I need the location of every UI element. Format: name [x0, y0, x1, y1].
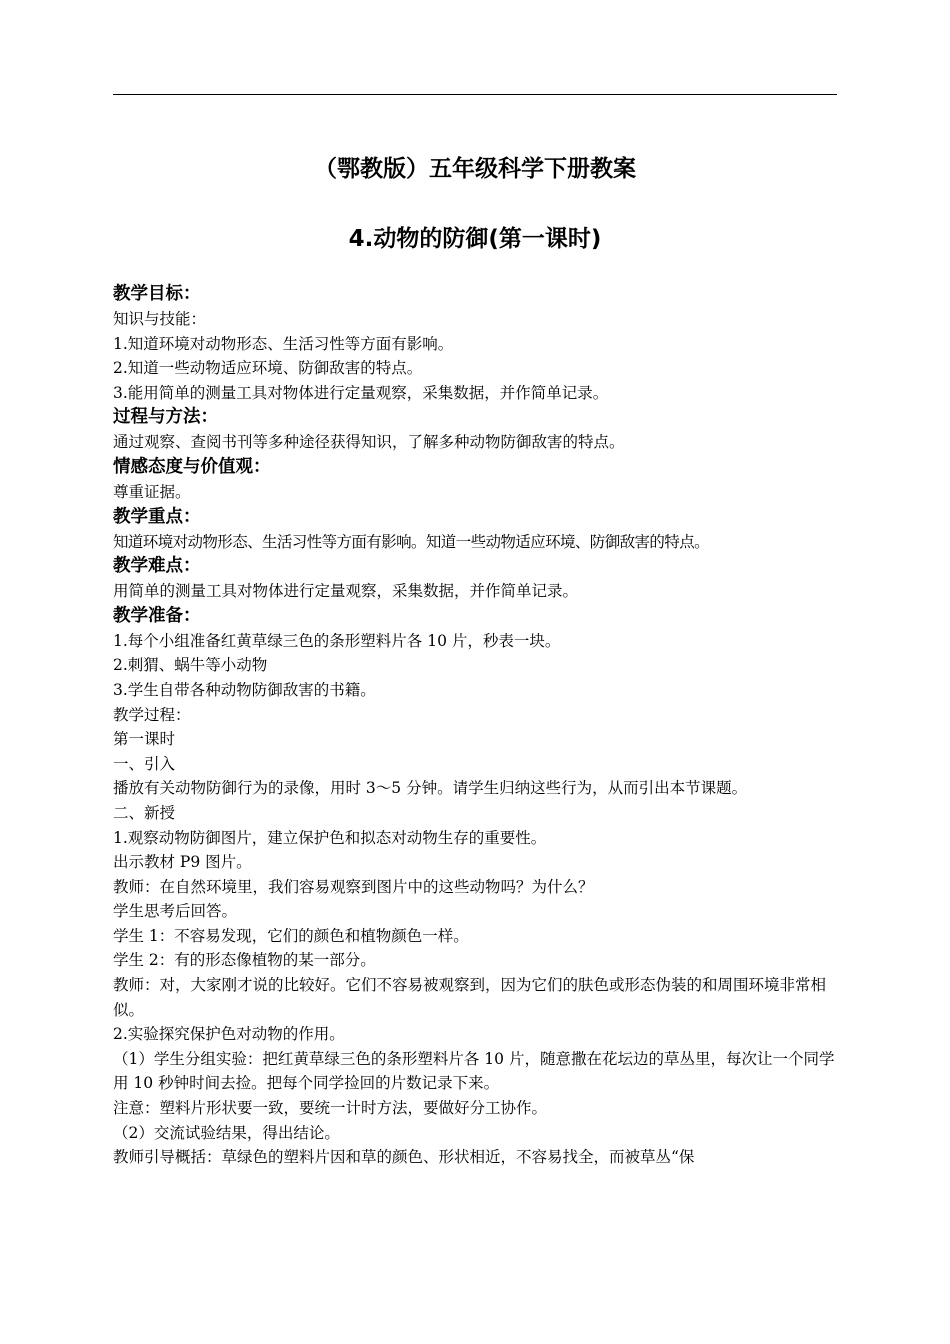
lesson-label: 第一课时 — [113, 730, 176, 749]
teacher-reply: 教师：对，大家刚才说的比较好。它们不容易被观察到，因为它们的肤色或形态伪装的和周围环境非常相似。 — [113, 976, 827, 1019]
knowledge-label: 知识与技能： — [113, 310, 207, 328]
difficulty-text: 用简单的测量工具对物体进行定量观察，采集数据，并作简单记录。 — [113, 582, 579, 601]
focus-text: 知道环境对动物形态、生活习性等方面有影响。知道一些动物适应环境、防御敌害的特点。 — [113, 532, 710, 551]
experiment-label: 2.实验探究保护色对动物的作用。 — [113, 1025, 345, 1044]
prep-heading: 教学准备： — [113, 605, 201, 626]
experiment-step-1: （1）学生分组实验：把红黄草绿三色的条形塑料片各 10 片，随意撒在花坛边的草丛里，每次让一个同学用 10 秒钟时间去捡。把每个同学捡回的片数记录下来。 — [113, 1049, 835, 1093]
body-line: 学生 2：有的形态像植物的某一部分。 — [113, 951, 376, 970]
attitude-text: 尊重证据。 — [113, 482, 191, 501]
process-text: 通过观察、查阅书刊等多种途径获得知识，了解多种动物防御敌害的特点。 — [113, 433, 625, 452]
prep-item: 3.学生自带各种动物防御敌害的书籍。 — [113, 680, 376, 699]
procedure-label: 教学过程： — [113, 705, 191, 724]
teacher-summary: 教师引导概括：草绿色的塑料片因和草的颜色、形状相近，不容易找全，而被草丛“保 — [113, 1148, 695, 1167]
goals-heading: 教学目标： — [113, 284, 201, 304]
document-title: （鄂教版）五年级科学下册教案 — [314, 156, 636, 182]
attitude-heading: 情感态度与价值观： — [113, 456, 271, 477]
new-lesson-label: 二、新授 — [113, 803, 176, 822]
body-line: 1.观察动物防御图片，建立保护色和拟态对动物生存的重要性。 — [113, 828, 547, 847]
knowledge-item: 2.知道一些动物适应环境、防御敌害的特点。 — [113, 359, 423, 378]
prep-item: 1.每个小组准备红黄草绿三色的条形塑料片各 10 片，秒表一块。 — [113, 631, 561, 650]
experiment-note: 注意：塑料片形状要一致，要统一计时方法，要做好分工协作。 — [113, 1099, 548, 1118]
intro-label: 一、引入 — [113, 754, 176, 773]
prep-item: 2.刺猬、蜗牛等小动物 — [113, 656, 268, 675]
difficulty-heading: 教学难点： — [113, 556, 201, 577]
experiment-step-2: （2）交流试验结果，得出结论。 — [113, 1123, 340, 1142]
knowledge-item: 1.知道环境对动物形态、生活习性等方面有影响。 — [113, 334, 454, 353]
intro-text: 播放有关动物防御行为的录像，用时 3～5 分钟。请学生归纳这些行为，从而引出本节课题。 — [113, 779, 748, 798]
body-line: 教师：在自然环境里，我们容易观察到图片中的这些动物吗？为什么？ — [113, 877, 594, 896]
document-body — [113, 282, 841, 1170]
knowledge-item: 3.能用简单的测量工具对物体进行定量观察，采集数据，并作简单记录。 — [113, 383, 609, 402]
process-heading: 过程与方法： — [113, 407, 218, 428]
body-line: 出示教材 P9 图片。 — [113, 853, 252, 872]
lesson-title: 4.动物的防御(第一课时) — [348, 226, 602, 252]
header-rule — [113, 94, 837, 95]
focus-heading: 教学重点： — [113, 506, 201, 527]
body-line: 学生思考后回答。 — [113, 902, 238, 921]
body-line: 学生 1：不容易发现，它们的颜色和植物颜色一样。 — [113, 926, 469, 945]
